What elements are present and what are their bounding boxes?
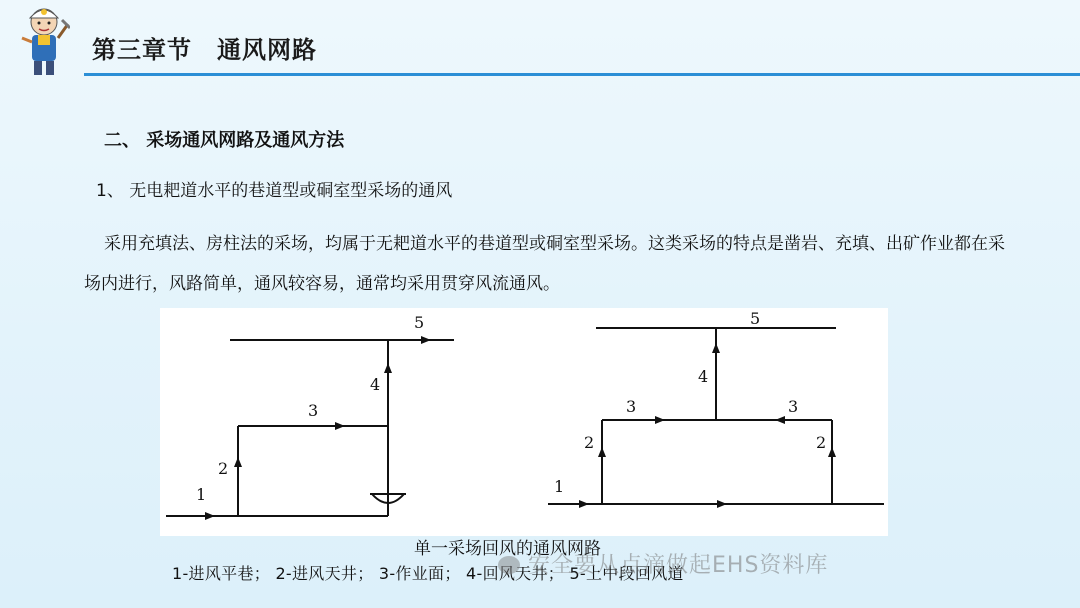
page-title: 第三章节 通风网路: [92, 36, 317, 64]
miner-mascot-icon: [18, 4, 70, 78]
right-label-3-left: 3: [626, 397, 637, 416]
ventilation-diagram: [160, 308, 888, 536]
watermark-text: 安全要从点滴做起EHS资料库: [528, 553, 829, 578]
right-label-4: 4: [698, 367, 709, 386]
left-label-5: 5: [414, 313, 425, 332]
left-label-3: 3: [308, 401, 319, 420]
section-heading: 二、 采场通风网路及通风方法: [104, 130, 345, 151]
title-underline: [84, 73, 1080, 76]
sub-heading: 1、 无电耙道水平的巷道型或硐室型采场的通风: [96, 181, 453, 201]
right-label-5: 5: [750, 309, 761, 328]
right-label-2-right: 2: [816, 433, 827, 452]
wechat-icon: [498, 556, 520, 574]
right-label-2-left: 2: [584, 433, 595, 452]
ventilation-network-svg: [160, 308, 888, 536]
right-network: [548, 328, 884, 504]
right-label-1: 1: [554, 477, 565, 496]
left-label-4: 4: [370, 375, 381, 394]
left-label-1: 1: [196, 485, 207, 504]
left-network: [166, 340, 454, 516]
diagram-caption: 单一采场回风的通风网路: [414, 539, 601, 559]
right-label-3-right: 3: [788, 397, 799, 416]
watermark: [498, 548, 828, 579]
left-label-2: 2: [218, 459, 229, 478]
header-bar: [0, 0, 1080, 78]
body-paragraph: 采用充填法、房柱法的采场，均属于无耙道水平的巷道型或硐室型采场。这类采场的特点是凿岩、充填、出矿作业都在采场内进行，风路简单，通风较容易，通常均采用贯穿风流通风。: [84, 234, 1005, 294]
diagram-legend: 1-进风平巷； 2-进风天井； 3-作业面； 4-回风天井； 5-上中段回风道: [172, 564, 684, 583]
